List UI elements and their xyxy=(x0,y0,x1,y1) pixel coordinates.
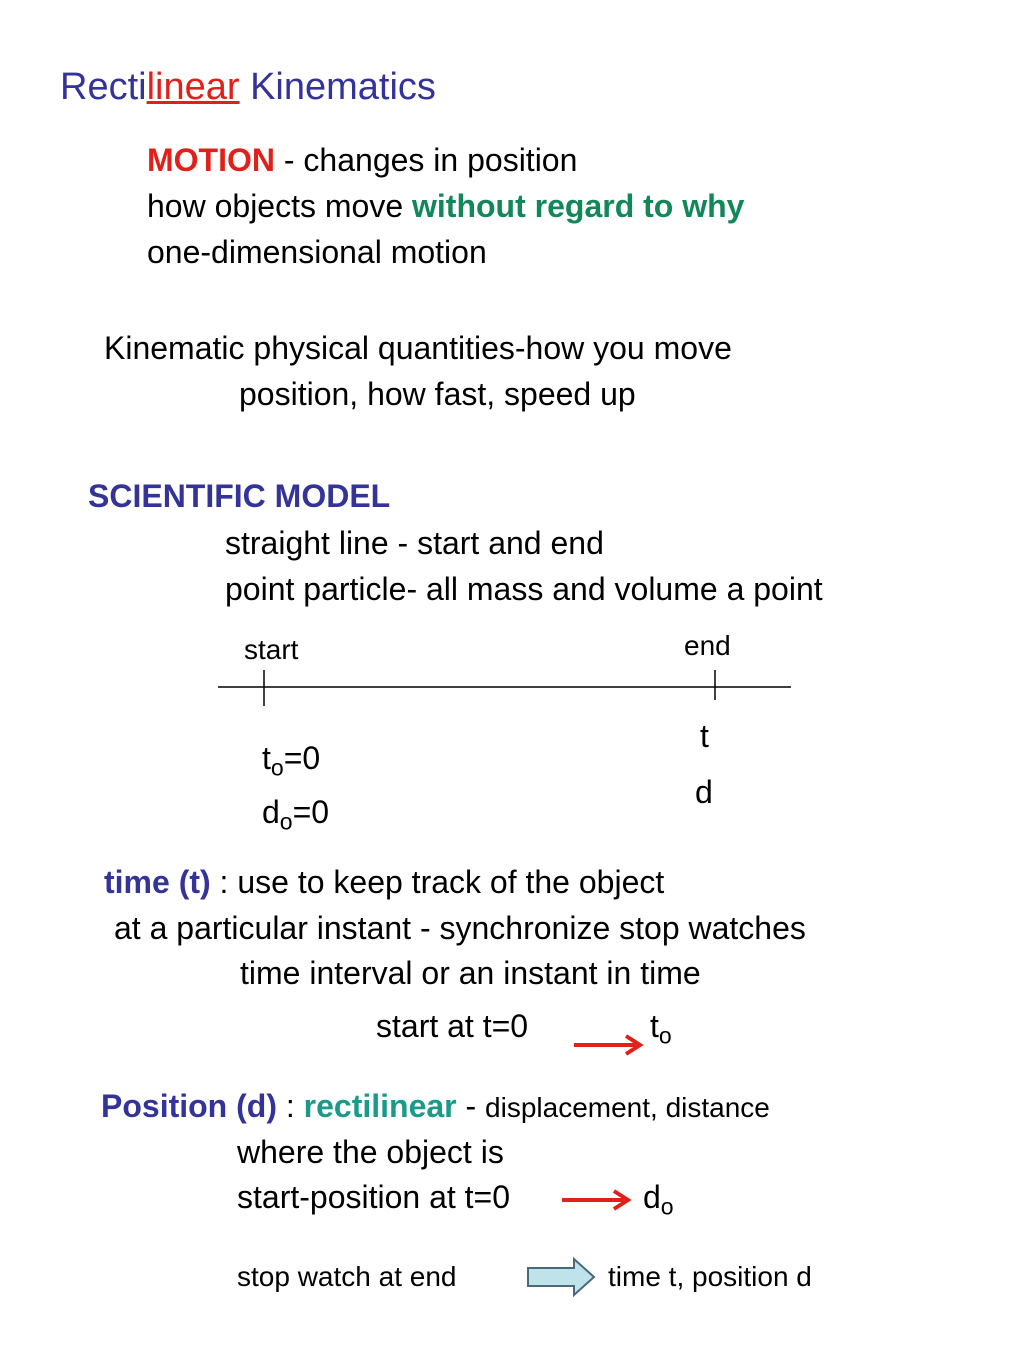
time-result-sub: o xyxy=(658,1022,672,1049)
position-result xyxy=(643,1181,674,1218)
motion-line2-text: how objects move xyxy=(147,188,413,224)
position-separator: : xyxy=(276,1088,304,1124)
motion-line-3: one-dimensional motion xyxy=(147,234,487,270)
position-start-text: start-position at t=0 xyxy=(237,1179,511,1215)
diagram-t0 xyxy=(262,742,320,779)
model-line-1: straight line - start and end xyxy=(225,525,604,561)
position-line-1 xyxy=(101,1090,770,1122)
diagram-d0-value: =0 xyxy=(292,794,330,830)
diagram-d0 xyxy=(262,796,329,833)
position-arrow-icon xyxy=(560,1185,634,1215)
time-term: time (t) xyxy=(104,864,211,900)
diagram-start-label: start xyxy=(244,634,299,665)
time-line-2: at a particular instant - synchronize stop watches xyxy=(114,910,806,946)
title-suffix: Kinematics xyxy=(239,66,436,108)
position-result-sub: o xyxy=(660,1193,674,1220)
time-start-text: start at t=0 xyxy=(376,1008,529,1044)
time-definition: : use to keep track of the object xyxy=(210,864,665,900)
motion-emphasis: without regard to why xyxy=(412,188,745,224)
motion-term: MOTION xyxy=(147,142,275,178)
kinematic-line-1: Kinematic physical quantities-how you move xyxy=(104,330,732,366)
model-line-2: point particle- all mass and volume a point xyxy=(225,571,823,607)
kinematic-line-2: position, how fast, speed up xyxy=(239,376,636,412)
position-result-base: d xyxy=(643,1179,661,1215)
time-result xyxy=(650,1010,672,1047)
diagram-t0-base: t xyxy=(262,740,271,776)
diagram-d-end: d xyxy=(695,774,713,810)
title-prefix: Recti xyxy=(60,66,147,108)
block-arrow-icon xyxy=(526,1256,598,1298)
diagram-d0-sub: o xyxy=(279,808,293,835)
time-result-base: t xyxy=(650,1008,659,1044)
title-underlined: linear xyxy=(146,66,240,108)
diagram-t0-sub: o xyxy=(270,754,284,781)
position-definition: displacement, distance xyxy=(485,1092,770,1123)
model-heading: SCIENTIFIC MODEL xyxy=(88,478,391,514)
position-emphasis: rectilinear xyxy=(303,1088,457,1124)
diagram-t-end: t xyxy=(700,718,709,754)
time-line-1 xyxy=(104,866,664,898)
motion-definition: - changes in position xyxy=(274,142,578,178)
diagram-d0-base: d xyxy=(262,794,280,830)
stopwatch-result: time t, position d xyxy=(608,1261,812,1292)
position-line-2: where the object is xyxy=(237,1134,504,1170)
diagram-t0-value: =0 xyxy=(283,740,321,776)
time-arrow-icon xyxy=(572,1030,646,1060)
position-dash: - xyxy=(456,1088,486,1124)
stopwatch-text: stop watch at end xyxy=(237,1261,457,1292)
diagram-end-label: end xyxy=(684,630,731,661)
time-line-3: time interval or an instant in time xyxy=(240,955,701,991)
position-term: Position (d) xyxy=(101,1088,277,1124)
